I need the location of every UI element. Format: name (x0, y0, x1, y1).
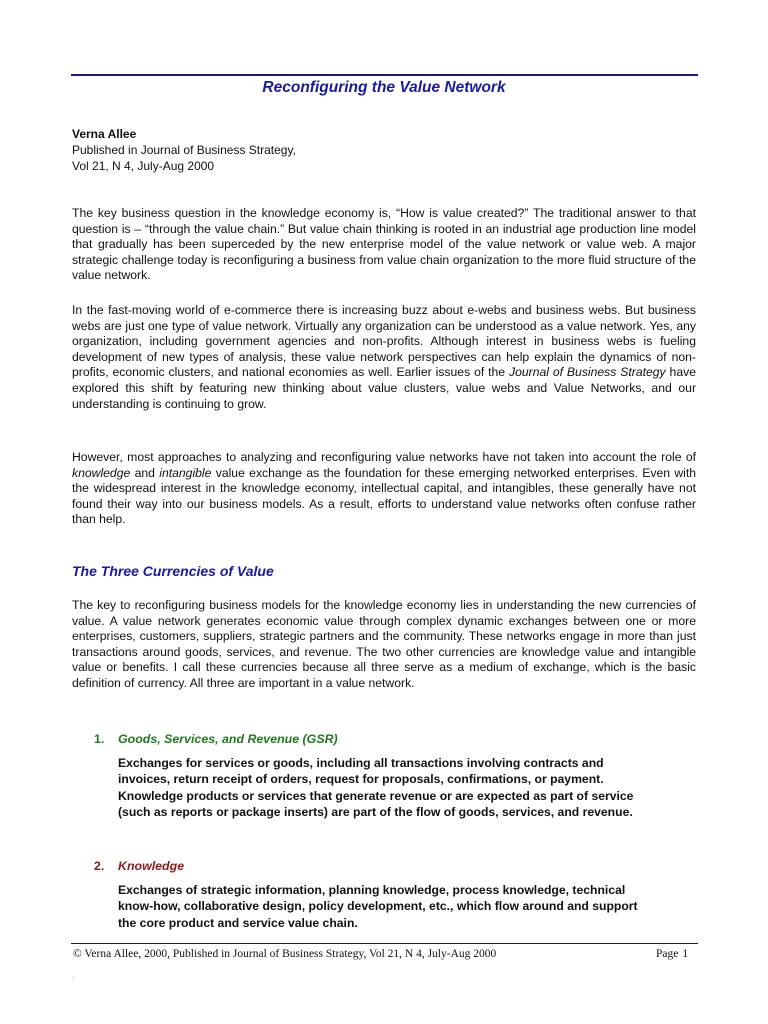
list-item-1-heading (94, 732, 338, 746)
list-item-1-label: Goods, Services, and Revenue (GSR) (118, 732, 338, 746)
page-title: Reconfiguring the Value Network (262, 79, 506, 96)
list-item-2-label: Knowledge (118, 859, 185, 873)
stray-mark: . (72, 970, 75, 980)
list-item-2-body: Exchanges of strategic information, planning knowledge, process knowledge, technical know-how, collaborative design, policy development, etc., which flow around and support the core product and service value chain. (118, 883, 638, 930)
page-number-value: 1 (682, 948, 689, 960)
paragraph-3-text-b: and (130, 465, 160, 480)
paragraph-3-text-a: However, most approaches to analyzing and reconfiguring value networks have not taken into account the role of (72, 450, 696, 464)
paragraph-3-text-c: value exchange as the foundation for these emerging networked enterprises. Even with the widespread interest in the knowledge economy, intellectual capital, and intangibles, these generally have not found their way into our business models. As a result, efforts to understand value networks often confuse rather than help. (72, 465, 696, 527)
list-item-1-body: Exchanges for services or goods, including all transactions involving contracts and invoices, return receipt of orders, request for proposals, confirmations, or payment. Knowledge products or services that generate revenue or are expected as part of service (such as reports or package inserts) are part of the flow of goods, services, and revenue. (118, 756, 634, 820)
emphasis-knowledge: knowledge (72, 465, 131, 480)
list-item-2-heading (94, 859, 184, 873)
footer-citation: © Verna Allee, 2000, Published in Journal of Business Strategy, Vol 21, N 4, July-Aug 2000 (73, 948, 497, 960)
paragraph-2-text-a: In the fast-moving world of e-commerce there is increasing buzz about e-webs and business webs. But business webs are just one type of value network. Virtually any organization can be understood as a value network. Yes, any organization, including government agencies and non-profits. Although interest in business webs is fueling development of new types of analysis, these value network perspectives can help explain the dynamics of non-profits, economic clusters, and national economies as well. Earlier issues of the (72, 303, 696, 380)
paragraph-2-text-b: have explored this shift by featuring new thinking about value clusters, value webs and Value Networks, and our understanding is continuing to grow. (72, 365, 696, 411)
list-item-1-number: 1. (94, 732, 105, 746)
page-label: Page (656, 948, 679, 960)
list-item-2-number: 2. (94, 859, 105, 873)
author-block (72, 126, 296, 174)
paragraph-1: The key business question in the knowledge economy is, “How is value created?” The traditional answer to that question is – “through the value chain.” But value chain thinking is rooted in an industrial age production line model that gradually has been superceded by the new enterprise model of the value network or value web. A major strategic challenge today is reconfiguring a business from value chain organization to the more fluid structure of the value network. (72, 206, 696, 283)
paragraph-3 (72, 450, 696, 528)
volume-line: Vol 21, N 4, July-Aug 2000 (72, 159, 215, 173)
section-heading: The Three Currencies of Value (72, 563, 274, 579)
author-name: Verna Allee (72, 127, 137, 141)
emphasis-intangible: intangible (159, 465, 212, 480)
header-rule (71, 74, 698, 76)
footer-rule (71, 943, 698, 944)
section-intro: The key to reconfiguring business models for the knowledge economy lies in understanding the new currencies of value. A value network generates economic value through complex dynamic exchanges between one or more enterprises, customers, suppliers, strategic partners and the community. These networks engage in more than just transactions around goods, services, and revenue. The two other currencies are knowledge value and intangible value or benefits. I call these currencies because all three serve as a medium of exchange, which is the basic definition of currency. All three are important in a value network. (72, 598, 696, 690)
page-number (656, 948, 688, 960)
journal-name: Journal of Business Strategy (508, 365, 666, 380)
publication-line: Published in Journal of Business Strategy, (72, 143, 296, 157)
paragraph-2 (72, 303, 696, 412)
